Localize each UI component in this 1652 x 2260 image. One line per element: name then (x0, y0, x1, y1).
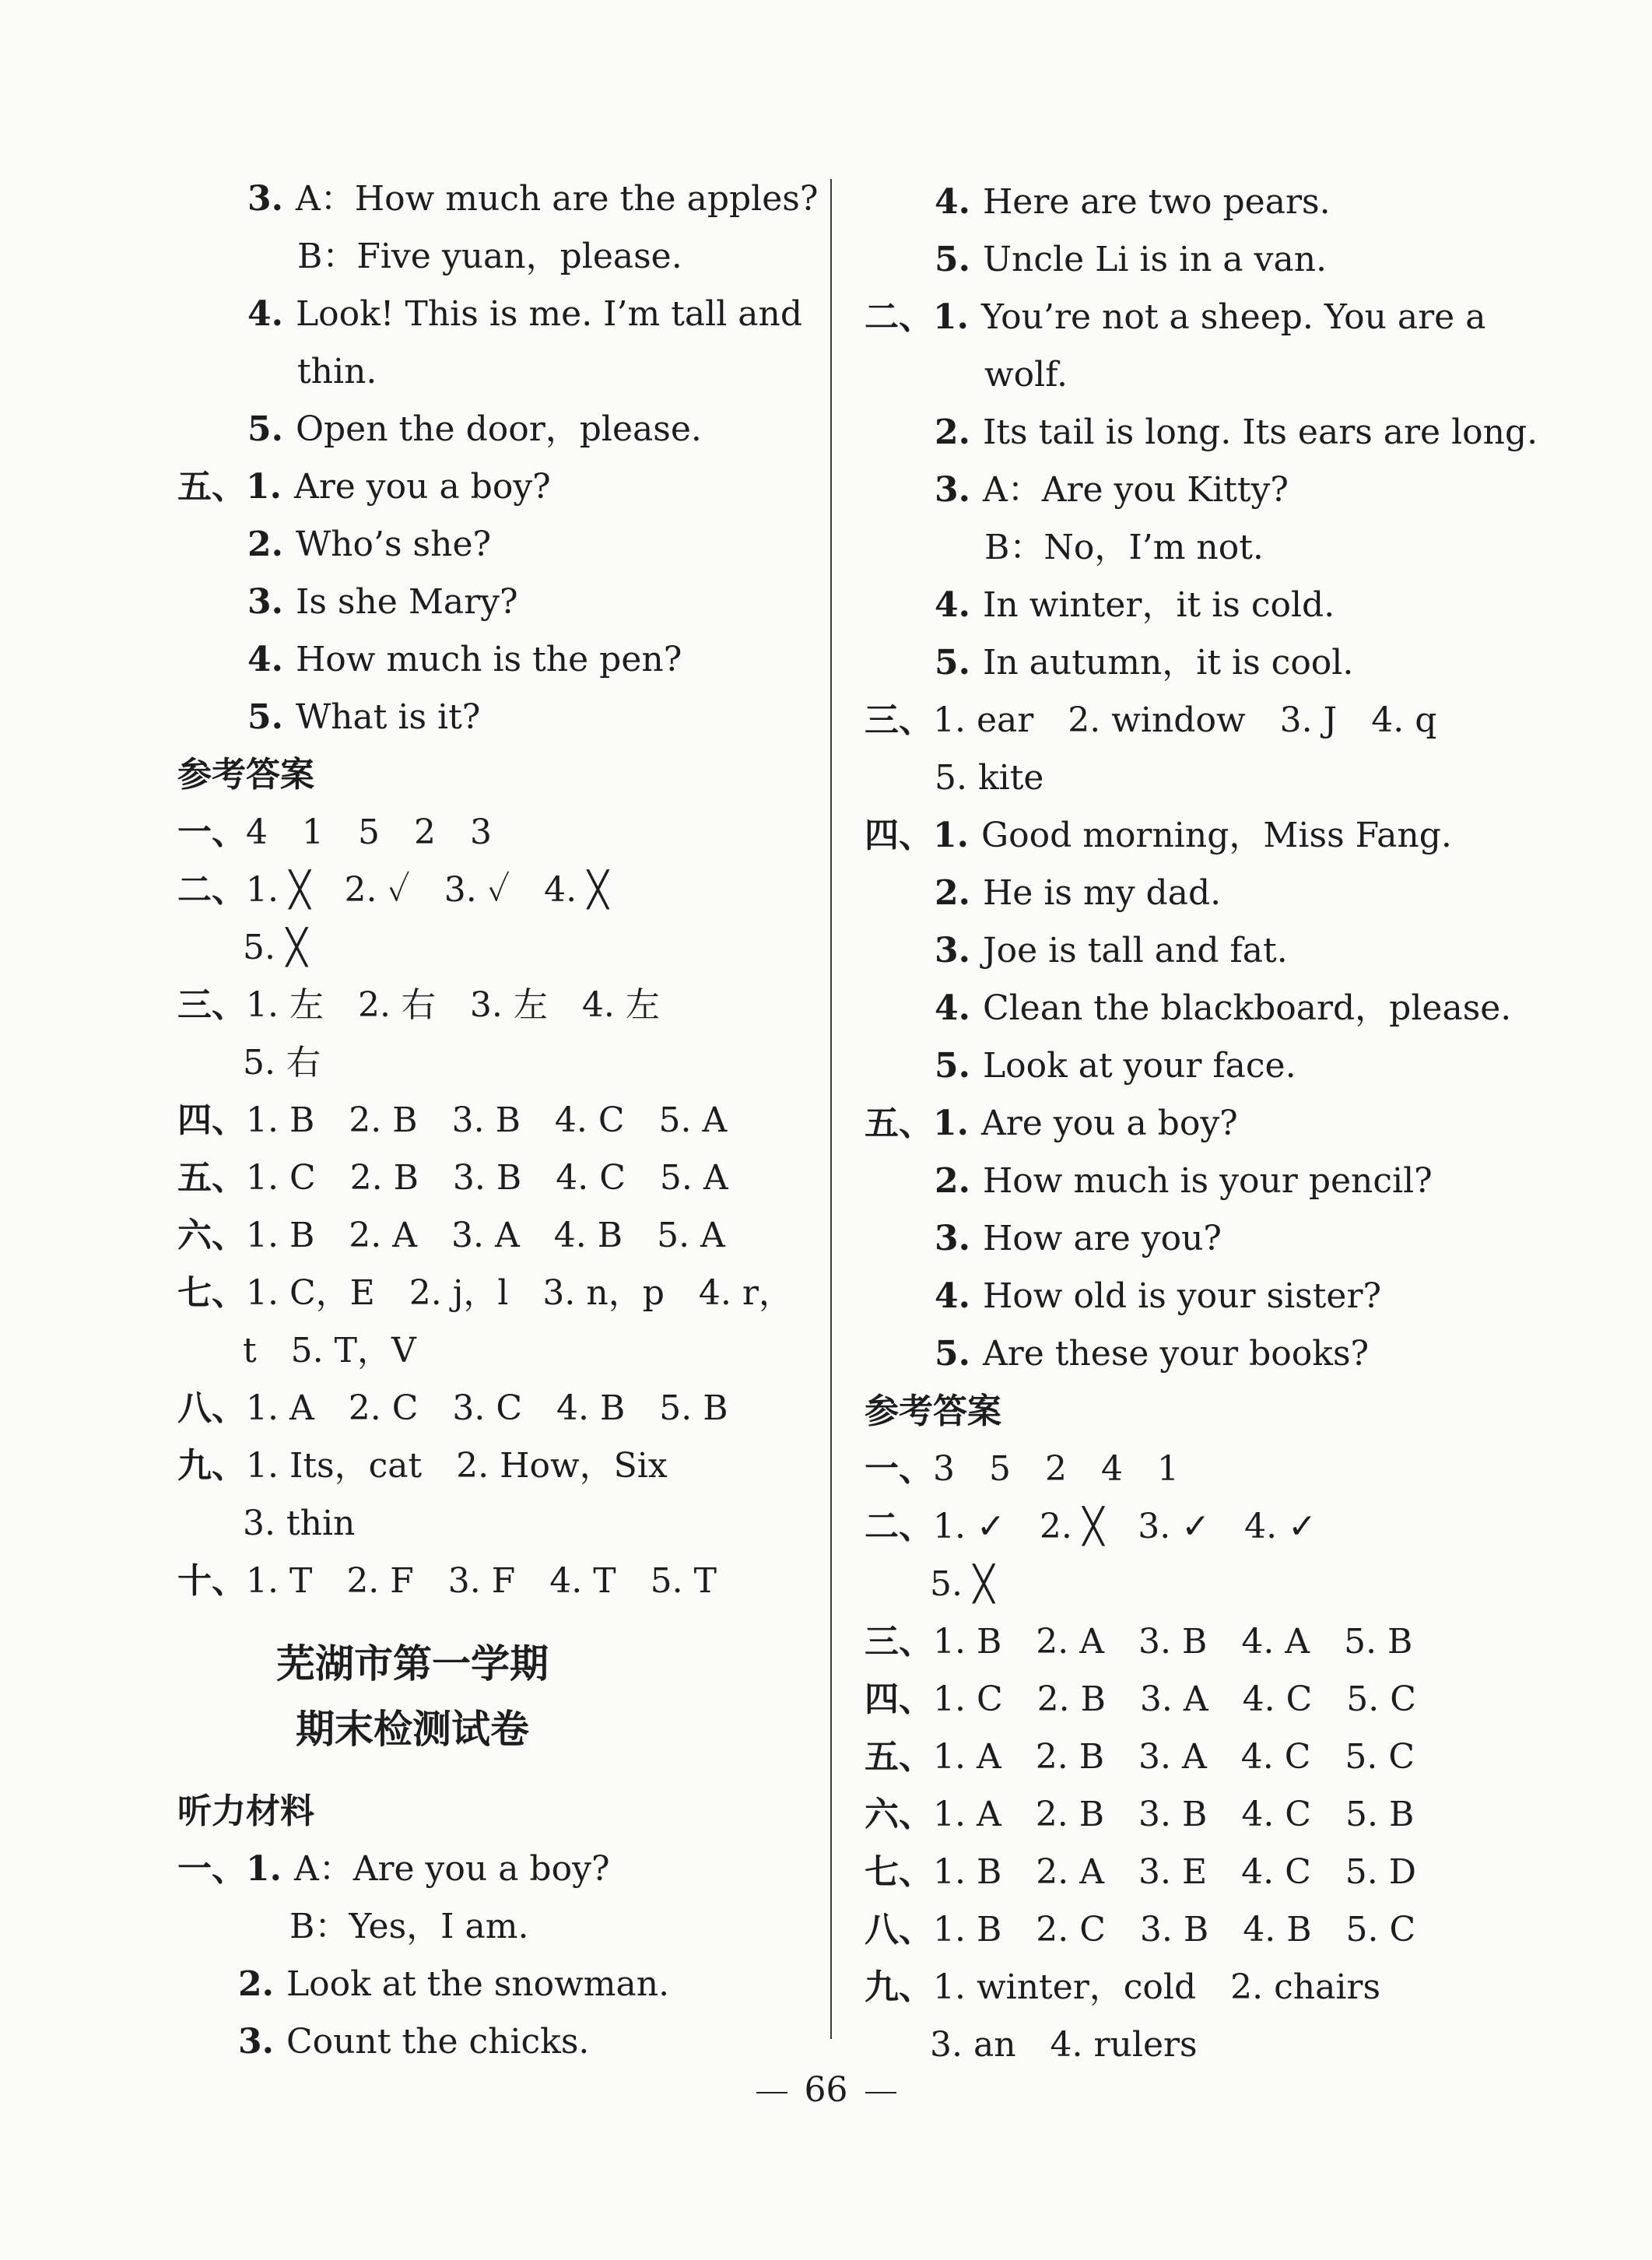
answers-heading: 参考答案 (177, 755, 314, 795)
answer-row-cont: 5. 右 (243, 1043, 321, 1083)
list-item: 5. What is it? (247, 697, 481, 737)
answer-row: 六、1. B 2. A 3. A 4. B 5. A (177, 1216, 725, 1255)
section-item: 二、1. You’re not a sheep. You are a (865, 297, 1486, 337)
right-column (837, 0, 1652, 2101)
list-item: 5. In autumn，it is cool. (935, 643, 1354, 683)
list-item: 4. How much is the pen? (247, 640, 682, 679)
answer-row: 三、1. 左 2. 右 3. 左 4. 左 (177, 985, 660, 1025)
list-item: 2. Look at the snowman. (238, 1964, 670, 2004)
page-footer (0, 2070, 1652, 2110)
list-item: 5. Are these your books? (935, 1334, 1370, 1374)
section-item: 四、1. Good morning，Miss Fang. (865, 816, 1452, 855)
left-column (0, 0, 825, 2101)
list-item: 3. A：How much are the apples? (247, 179, 819, 219)
list-item: 2. Who’s she? (247, 525, 492, 564)
listening-heading: 听力材料 (177, 1792, 314, 1831)
footer-dash-right (865, 2092, 896, 2093)
answer-row-cont: 3. thin (243, 1504, 356, 1543)
test-title-line2: 期末检测试卷 (296, 1707, 529, 1752)
list-item: B：Five yuan，please. (297, 237, 682, 276)
answer-row-cont: 5. ╳ (930, 1564, 994, 1604)
list-item: 3. Is she Mary? (247, 582, 518, 622)
list-item: 3. Count the chicks. (238, 2022, 590, 2062)
answer-row: 四、1. C 2. B 3. A 4. C 5. C (865, 1679, 1416, 1719)
section-item: 三、1. ear 2. window 3. J 4. q (865, 700, 1437, 740)
list-item: 4. Look! This is me. I’m tall and (247, 294, 803, 334)
answer-row: 五、1. A 2. B 3. A 4. C 5. C (865, 1737, 1415, 1777)
footer-dash-left (756, 2092, 787, 2093)
list-item: 2. How much is your pencil? (935, 1161, 1433, 1201)
list-item: 4. Clean the blackboard，please. (935, 988, 1512, 1028)
answer-row: 七、1. B 2. A 3. E 4. C 5. D (865, 1852, 1417, 1892)
answer-row: 九、1. winter，cold 2. chairs (865, 1967, 1381, 2007)
page-number: 66 (804, 2070, 848, 2110)
list-item: thin. (297, 352, 377, 391)
answers-heading: 参考答案 (865, 1391, 1001, 1431)
list-item: 3. Joe is tall and fat. (935, 931, 1288, 970)
list-item: B：No，I’m not. (984, 528, 1264, 567)
list-item: 4. Here are two pears. (935, 182, 1331, 222)
list-item: 4. In winter，it is cold. (935, 585, 1335, 625)
answer-row: 四、1. B 2. B 3. B 4. C 5. A (177, 1100, 728, 1140)
list-item: 5. Look at your face. (935, 1046, 1296, 1086)
answer-row: 六、1. A 2. B 3. B 4. C 5. B (865, 1795, 1415, 1834)
list-item: 3. A：Are you Kitty? (935, 470, 1289, 510)
answer-row: 九、1. Its，cat 2. How，Six (177, 1446, 668, 1486)
answer-row-cont: 3. an 4. rulers (930, 2025, 1198, 2065)
list-item: 5. kite (935, 758, 1044, 798)
answer-row-cont: t 5. T，V (243, 1331, 416, 1370)
section-item: 五、1. Are you a boy? (865, 1104, 1238, 1143)
answer-row: 一、4 1 5 2 3 (177, 812, 492, 852)
list-item: 3. How are you? (935, 1219, 1222, 1258)
list-item: 4. How old is your sister? (935, 1276, 1382, 1316)
answer-row: 七、1. C，E 2. j，l 3. n，p 4. r， (177, 1273, 793, 1313)
answer-row: 二、1. ╳ 2. ✓ 3. ✓ 4. ╳ (177, 870, 609, 910)
answer-row: 三、1. B 2. A 3. B 4. A 5. B (865, 1622, 1413, 1662)
answer-row-cont: 5. ╳ (243, 928, 307, 967)
section-item: 一、1. A：Are you a boy? (177, 1849, 610, 1889)
answer-row: 八、1. A 2. C 3. C 4. B 5. B (177, 1388, 728, 1428)
test-title-line1: 芜湖市第一学期 (276, 1641, 549, 1686)
list-item: 2. Its tail is long. Its ears are long. (935, 412, 1538, 452)
list-item: B：Yes，I am. (289, 1907, 529, 1946)
answer-row: 五、1. C 2. B 3. B 4. C 5. A (177, 1158, 728, 1198)
answer-row: 十、1. T 2. F 3. F 4. T 5. T (177, 1561, 717, 1601)
answer-row: 二、1. ✓ 2. ╳ 3. ✓ 4. ✓ (865, 1507, 1317, 1546)
list-item: 2. He is my dad. (935, 873, 1222, 913)
list-item: 5. Open the door，please. (247, 409, 702, 449)
section-item: 五、1. Are you a boy? (177, 467, 551, 507)
column-divider (830, 179, 832, 2039)
list-item: 5. Uncle Li is in a van. (935, 240, 1328, 279)
answer-row: 一、3 5 2 4 1 (865, 1449, 1179, 1489)
list-item: wolf. (984, 355, 1068, 395)
answer-row: 八、1. B 2. C 3. B 4. B 5. C (865, 1910, 1416, 1949)
